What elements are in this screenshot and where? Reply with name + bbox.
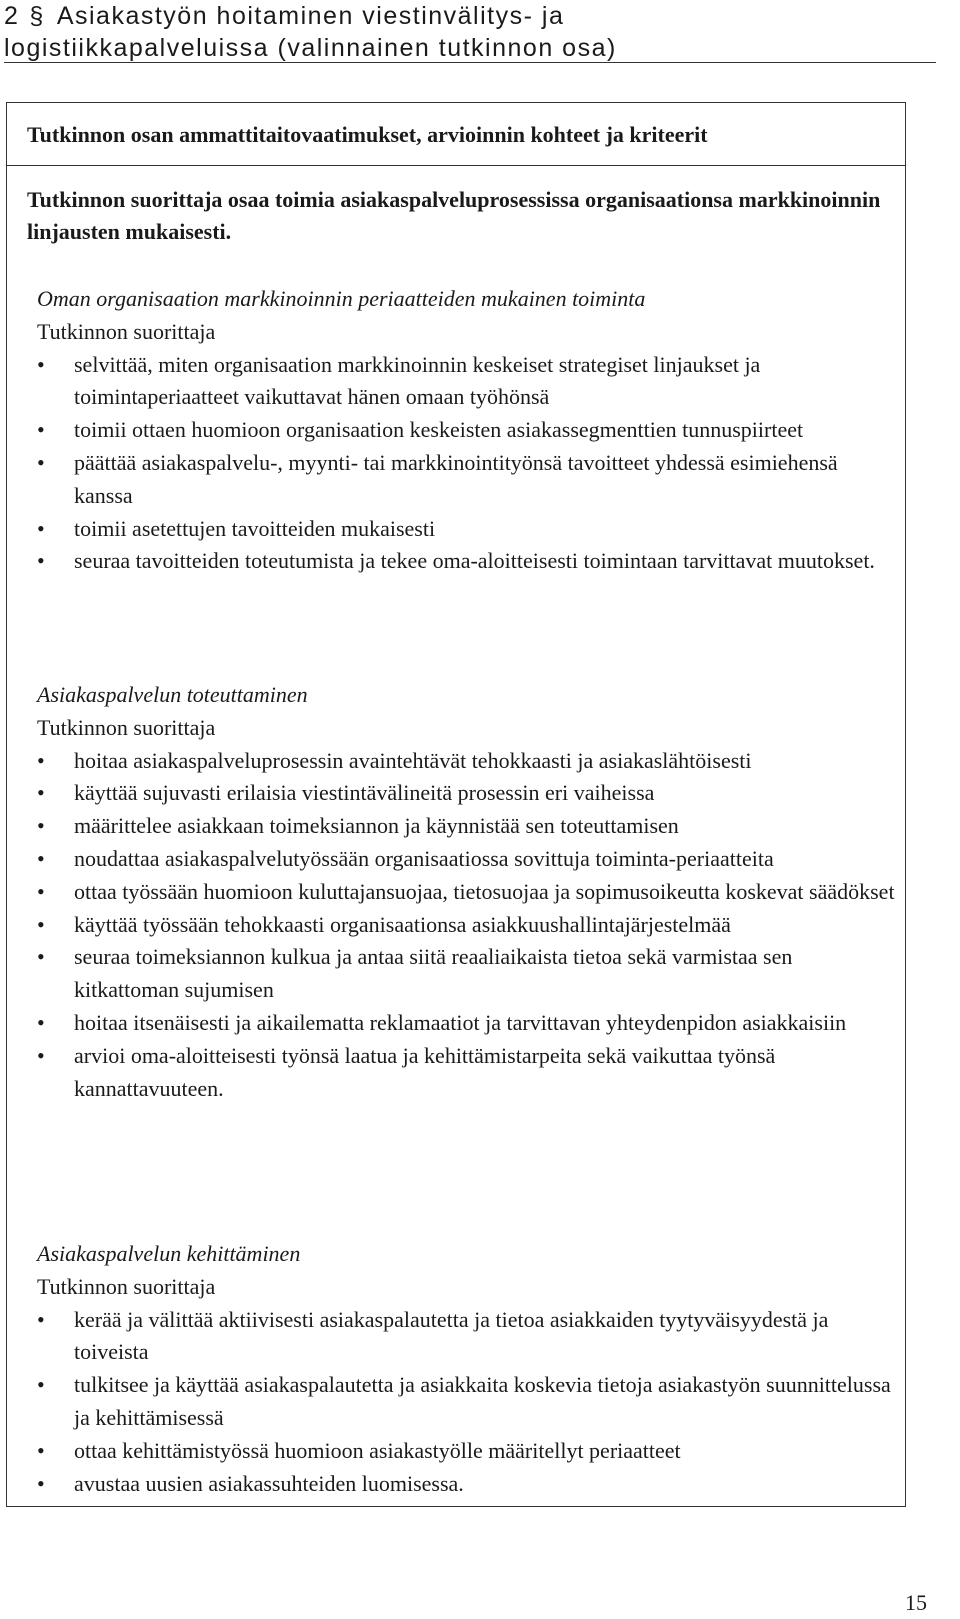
bullet-icon: • [37, 747, 45, 773]
bullet-icon: • [37, 1042, 45, 1068]
list-item-text: tulkitsee ja käyttää asiakaspalautetta ja asiakkaita koskevia tietoja asiakastyön suunnittelussa ja kehittämisessä [74, 1372, 891, 1430]
list-item-text: hoitaa itsenäisesti ja aikailematta reklamaatiot ja tarvittavan yhteydenpidon asiakkaisiin [74, 1009, 847, 1035]
list-item [37, 810, 899, 843]
bullet-icon: • [37, 351, 45, 377]
list-item-text: toimii asetettujen tavoitteiden mukaisesti [74, 515, 436, 541]
section-customer-service-development [37, 1238, 899, 1500]
list-item-text: selvittää, miten organisaation markkinoinnin keskeiset strategiset linjaukset ja toimintaperiaatteet vaikuttavat hänen omaan työhönsä [74, 351, 761, 410]
list-item-text: käyttää sujuvasti erilaisia viestintävälineitä prosessin eri vaiheissa [74, 780, 655, 806]
section-marketing-principles [37, 283, 899, 578]
list-item-text: päättää asiakaspalvelu-, myynti- tai markkinointityönsä tavoitteet yhdessä esimiehensä kanssa [74, 449, 838, 508]
bullet-icon: • [37, 1470, 45, 1496]
list-item [37, 1040, 899, 1106]
section-heading: Asiakaspalvelun toteuttaminen [37, 682, 308, 707]
page-header [4, 0, 936, 64]
list-item [37, 843, 899, 876]
list-item [37, 876, 899, 909]
list-item [37, 447, 899, 513]
section-performer: Tutkinnon suorittaja [37, 714, 216, 740]
bullet-icon: • [37, 878, 45, 904]
list-item [37, 414, 899, 447]
list-item [37, 909, 899, 942]
list-item [37, 513, 899, 546]
list-item [37, 777, 899, 810]
bullet-icon: • [37, 911, 45, 937]
bullet-icon: • [37, 1009, 45, 1035]
section-heading: Oman organisaation markkinoinnin periaatteiden mukainen toiminta [37, 286, 646, 311]
criteria-list [37, 349, 899, 579]
bullet-icon: • [37, 780, 45, 806]
list-item-text: seuraa tavoitteiden toteutumista ja tekee oma-aloitteisesti toimintaan tarvittavat muutokset. [74, 548, 875, 574]
chapter-title-text-2: logistiikkapalveluissa (valinnainen tutkinnon osa) [4, 34, 617, 62]
chapter-title-text-1: Asiakastyön hoitaminen viestinvälitys- ja [56, 2, 565, 30]
bullet-icon: • [37, 515, 45, 541]
section-heading: Asiakaspalvelun kehittäminen [37, 1241, 301, 1266]
list-item [37, 745, 899, 778]
bullet-icon: • [37, 1372, 45, 1398]
bullet-icon: • [37, 845, 45, 871]
list-item-text: noudattaa asiakaspalvelutyössään organisaatiossa sovittuja toiminta-periaatteita [74, 845, 774, 871]
chapter-title-line-1 [4, 0, 936, 32]
list-item-text: käyttää työssään tehokkaasti organisaationsa asiakkuushallintajärjestelmää [74, 911, 731, 937]
list-item-text: määrittelee asiakkaan toimeksiannon ja käynnistää sen toteuttamisen [74, 813, 679, 839]
bullet-icon: • [37, 548, 45, 574]
list-item [37, 1007, 899, 1040]
list-item [37, 941, 899, 1007]
list-item-text: ottaa työssään huomioon kuluttajansuojaa, tietosuojaa ja sopimusoikeutta koskevat säädökset [74, 878, 895, 904]
box-title-divider [7, 165, 905, 166]
list-item-text: seuraa toimeksiannon kulkua ja antaa siitä reaaliaikaista tietoa sekä varmistaa sen kitkattoman sujumisen [74, 944, 793, 1003]
chapter-title-line-2 [4, 32, 936, 64]
list-item-text: kerää ja välittää aktiivisesti asiakaspalautetta ja tietoa asiakkaiden tyytyväisyydestä ja toiveista [74, 1306, 829, 1365]
header-divider [4, 62, 936, 63]
section-performer: Tutkinnon suorittaja [37, 1273, 216, 1299]
criteria-list [37, 1304, 899, 1501]
section-performer: Tutkinnon suorittaja [37, 318, 216, 344]
list-item [37, 1369, 899, 1435]
list-item [37, 1468, 899, 1501]
list-item [37, 545, 899, 578]
requirements-box [6, 102, 906, 1507]
bullet-icon: • [37, 417, 45, 443]
section-symbol: § [29, 2, 45, 30]
list-item [37, 1304, 899, 1370]
bullet-icon: • [37, 813, 45, 839]
list-item [37, 1435, 899, 1468]
list-item-text: hoitaa asiakaspalveluprosessin avaintehtävät tehokkaasti ja asiakaslähtöisesti [74, 747, 752, 773]
bullet-icon: • [37, 1437, 45, 1463]
list-item-text: arvioi oma-aloitteisesti työnsä laatua ja kehittämistarpeita sekä vaikuttaa työnsä kannattavuuteen. [74, 1042, 776, 1101]
intro-paragraph: Tutkinnon suorittaja osaa toimia asiakaspalveluprosessissa organisaationsa markkinoinnin linjausten mukaisesti. [27, 187, 881, 244]
criteria-list [37, 745, 899, 1106]
chapter-number: 2 [4, 2, 20, 30]
bullet-icon: • [37, 1306, 45, 1332]
page-number: 15 [905, 1590, 927, 1615]
list-item-text: ottaa kehittämistyössä huomioon asiakastyölle määritellyt periaatteet [74, 1437, 681, 1463]
list-item-text: toimii ottaen huomioon organisaation keskeisten asiakassegmenttien tunnuspiirteet [74, 417, 804, 443]
box-title: Tutkinnon osan ammattitaitovaatimukset, arvioinnin kohteet ja kriteerit [27, 122, 708, 147]
list-item [37, 349, 899, 415]
bullet-icon: • [37, 944, 45, 970]
list-item-text: avustaa uusien asiakassuhteiden luomisessa. [74, 1470, 464, 1496]
section-customer-service-implementation [37, 679, 899, 1105]
bullet-icon: • [37, 449, 45, 475]
